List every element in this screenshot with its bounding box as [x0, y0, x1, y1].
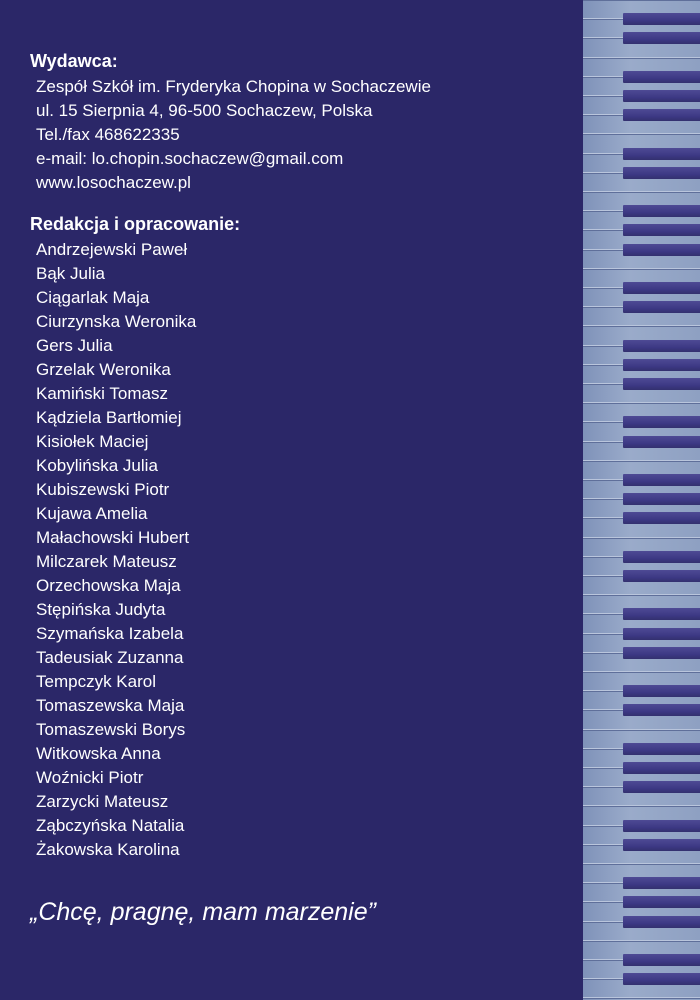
- piano-black-key: [623, 916, 700, 928]
- piano-black-key: [623, 551, 700, 563]
- piano-black-key: [623, 493, 700, 505]
- piano-black-key: [623, 704, 700, 716]
- piano-black-key: [623, 301, 700, 313]
- editor-name: Orzechowska Maja: [36, 576, 181, 595]
- editors-section: [30, 213, 570, 862]
- piano-black-key: [623, 71, 700, 83]
- editor-name: Ząbczyńska Natalia: [36, 816, 185, 835]
- publisher-heading: Wydawca:: [30, 51, 118, 71]
- publisher-section: [30, 50, 570, 195]
- piano-black-key: [623, 781, 700, 793]
- piano-black-key: [623, 570, 700, 582]
- publisher-line: www.losochaczew.pl: [36, 173, 191, 192]
- editor-name: Tomaszewska Maja: [36, 696, 185, 715]
- colophon: [30, 50, 570, 862]
- editor-name: Kisiołek Maciej: [36, 432, 149, 451]
- piano-black-key: [623, 685, 700, 697]
- piano-black-key: [623, 877, 700, 889]
- publisher-line: ul. 15 Sierpnia 4, 96-500 Sochaczew, Polska: [36, 101, 373, 120]
- editor-name: Małachowski Hubert: [36, 528, 190, 547]
- piano-black-key: [623, 474, 700, 486]
- editor-name: Kamiński Tomasz: [36, 384, 168, 403]
- piano-black-key: [623, 224, 700, 236]
- piano-black-key: [623, 32, 700, 44]
- editor-name: Gers Julia: [36, 336, 113, 355]
- editor-name: Bąk Julia: [36, 264, 105, 283]
- publisher-line: Tel./fax 468622335: [36, 125, 180, 144]
- editor-name: Ciągarlak Maja: [36, 288, 150, 307]
- piano-black-key: [623, 340, 700, 352]
- piano-black-key: [623, 148, 700, 160]
- editor-name: Tempczyk Karol: [36, 672, 156, 691]
- piano-black-key: [623, 628, 700, 640]
- editor-name: Kądziela Bartłomiej: [36, 408, 182, 427]
- piano-black-key: [623, 820, 700, 832]
- editor-name: Ciurzynska Weronika: [36, 312, 197, 331]
- editor-name: Kujawa Amelia: [36, 504, 148, 523]
- piano-black-key: [623, 90, 700, 102]
- piano-black-key: [623, 244, 700, 256]
- piano-black-key: [623, 416, 700, 428]
- editor-name: Andrzejewski Paweł: [36, 240, 188, 259]
- piano-black-key: [623, 743, 700, 755]
- motto-quote: „Chcę, pragnę, mam marzenie”: [30, 898, 376, 926]
- publisher-line: Zespół Szkół im. Fryderyka Chopina w Sochaczewie: [36, 77, 431, 96]
- publisher-line: e-mail: lo.chopin.sochaczew@gmail.com: [36, 149, 344, 168]
- editor-name: Szymańska Izabela: [36, 624, 184, 643]
- piano-black-key: [623, 359, 700, 371]
- editor-name: Grzelak Weronika: [36, 360, 171, 379]
- piano-black-key: [623, 436, 700, 448]
- piano-black-key: [623, 13, 700, 25]
- editor-name: Żakowska Karolina: [36, 840, 180, 859]
- editor-name: Zarzycki Mateusz: [36, 792, 169, 811]
- editor-name: Tomaszewski Borys: [36, 720, 186, 739]
- piano-black-key: [623, 762, 700, 774]
- editor-name: Stępińska Judyta: [36, 600, 166, 619]
- editor-name: Tadeusiak Zuzanna: [36, 648, 184, 667]
- piano-black-key: [623, 167, 700, 179]
- piano-black-key: [623, 647, 700, 659]
- editor-name: Witkowska Anna: [36, 744, 161, 763]
- editor-name: Milczarek Mateusz: [36, 552, 177, 571]
- editor-name: Kobylińska Julia: [36, 456, 158, 475]
- editors-heading: Redakcja i opracowanie:: [30, 214, 241, 234]
- editors-list: [30, 238, 570, 862]
- piano-keyboard-icon: [583, 0, 700, 1000]
- piano-black-key: [623, 954, 700, 966]
- piano-black-key: [623, 512, 700, 524]
- publisher-lines: [30, 75, 570, 195]
- piano-black-key: [623, 378, 700, 390]
- piano-black-key: [623, 896, 700, 908]
- editor-name: Kubiszewski Piotr: [36, 480, 170, 499]
- piano-black-key: [623, 839, 700, 851]
- piano-black-key: [623, 973, 700, 985]
- piano-black-key: [623, 608, 700, 620]
- piano-black-key: [623, 282, 700, 294]
- piano-black-key: [623, 109, 700, 121]
- piano-black-key: [623, 205, 700, 217]
- editor-name: Woźnicki Piotr: [36, 768, 144, 787]
